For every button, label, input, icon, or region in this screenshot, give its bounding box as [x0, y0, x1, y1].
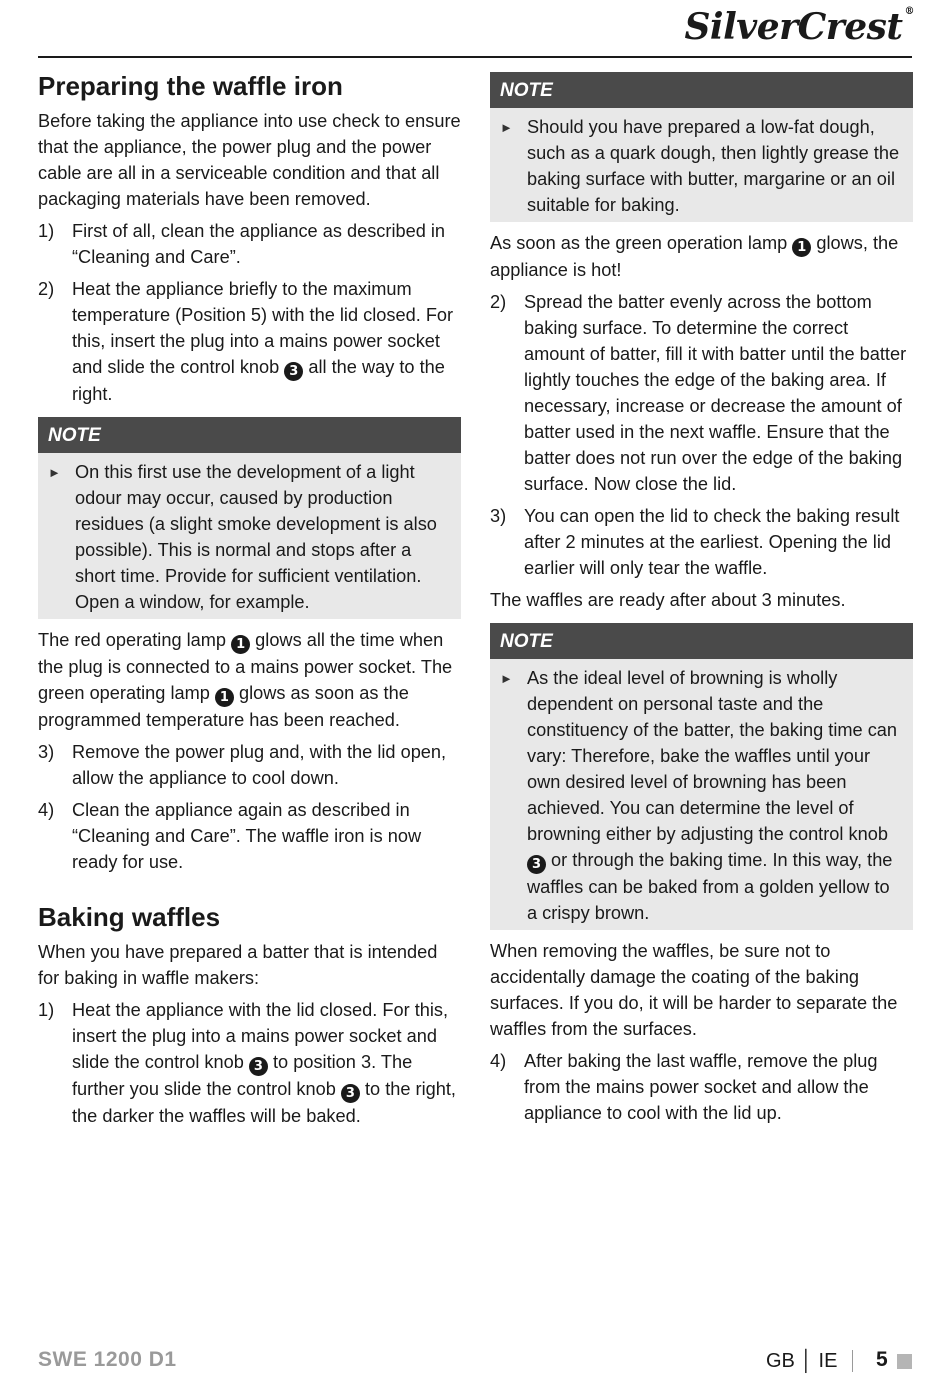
note-title: NOTE [38, 417, 461, 453]
knob-marker-icon: 3 [527, 855, 546, 874]
knob-marker-icon: 3 [341, 1084, 360, 1103]
green-lamp-paragraph: As soon as the green operation lamp 1 glows, the appliance is hot! [490, 233, 899, 280]
left-column [38, 70, 461, 1135]
header-rule [38, 56, 912, 58]
brand-logo: SilverCrest ® [684, 6, 914, 48]
section-heading-preparing: Preparing the waffle iron [38, 71, 343, 101]
note-box [490, 623, 913, 930]
note-box [490, 72, 913, 222]
knob-marker-icon: 3 [249, 1057, 268, 1076]
ready-paragraph: The waffles are ready after about 3 minutes. [490, 590, 846, 610]
language-codes: GB │ IE [766, 1350, 838, 1372]
arrow-bullet-icon: ► [500, 120, 513, 135]
removing-paragraph: When removing the waffles, be sure not to accidentally damage the coating of the baking surfaces. If you do, it will be harder to separate the waffles from the surfaces. [490, 941, 898, 1039]
step-item: 4) After baking the last waffle, remove the plug from the mains power socket and allow the appliance to cool with the lid up. [490, 1051, 878, 1123]
lamp-marker-icon: 1 [215, 688, 234, 707]
step-item: 1) Heat the appliance with the lid closed. For this, insert the plug into a mains power socket and slide the control knob 3 to position 3. The further you slide the control knob 3 to the right, the darker the waffles will be baked. [38, 1000, 456, 1126]
knob-marker-icon: 3 [284, 362, 303, 381]
step-item: 1) First of all, clean the appliance as described in “Cleaning and Care”. [38, 221, 446, 267]
right-column [490, 70, 913, 1132]
baking-intro: When you have prepared a batter that is intended for baking in waffle makers: [38, 942, 438, 988]
lamp-marker-icon: 1 [231, 635, 250, 654]
step-item: 2) Spread the batter evenly across the bottom baking surface. To determine the correct amount of batter, fill it with batter until the batter lightly touches the edge of the baking area. If necessary, increase or decrease the amount of batter used in the next waffle. Ensure that the batter does not run over the edge of the baking surface. Now close the lid. [490, 292, 907, 494]
lamp-paragraph: The red operating lamp 1 glows all the time when the plug is connected to a mains power socket. The green operating lamp 1 glows as soon as the programmed temperature has been reached. [38, 630, 453, 730]
page-number: 5 [876, 1348, 888, 1371]
note-text: Should you have prepared a low-fat dough, such as a quark dough, then lightly grease the baking surface with butter, margarine or an oil suitable for baking. [527, 117, 900, 215]
step-item: 4) Clean the appliance again as described in “Cleaning and Care”. The waffle iron is now ready for use. [38, 800, 422, 872]
intro-paragraph: Before taking the appliance into use check to ensure that the appliance, the power plug and the power cable are all in a serviceable condition and that all packaging materials have been removed. [38, 111, 461, 209]
note-text: On this first use the development of a light odour may occur, caused by production residues (a slight smoke development is also possible). This is normal and stops after a short time. Provide for sufficient ventilation. Open a window, for example. [75, 462, 437, 612]
note-text: As the ideal level of browning is wholly dependent on personal taste and the constituency of the batter, the baking time can vary: Therefore, bake the waffles until your own desired level of browning has been achieved. You can determine the level of browning either by adjusting the control knob 3 or through the baking time. In this way, the waffles can be baked from a golden yellow to a crispy brown. [527, 668, 898, 923]
model-number: SWE 1200 D1 [38, 1348, 177, 1371]
footer-divider [852, 1350, 853, 1372]
arrow-bullet-icon: ► [48, 465, 61, 480]
note-box [38, 417, 461, 619]
lamp-marker-icon: 1 [792, 238, 811, 257]
page-square-icon [897, 1354, 912, 1369]
step-item: 2) Heat the appliance briefly to the maximum temperature (Position 5) with the lid closed. For this, insert the plug into a mains power socket and slide the control knob 3 all the way to the right. [38, 279, 454, 404]
section-heading-baking: Baking waffles [38, 902, 221, 932]
step-item: 3) You can open the lid to check the baking result after 2 minutes at the earliest. Opening the lid earlier will only tear the waffle. [490, 506, 900, 578]
step-item: 3) Remove the power plug and, with the lid open, allow the appliance to cool down. [38, 742, 447, 788]
arrow-bullet-icon: ► [500, 671, 513, 686]
note-title: NOTE [490, 72, 913, 108]
note-title: NOTE [490, 623, 913, 659]
